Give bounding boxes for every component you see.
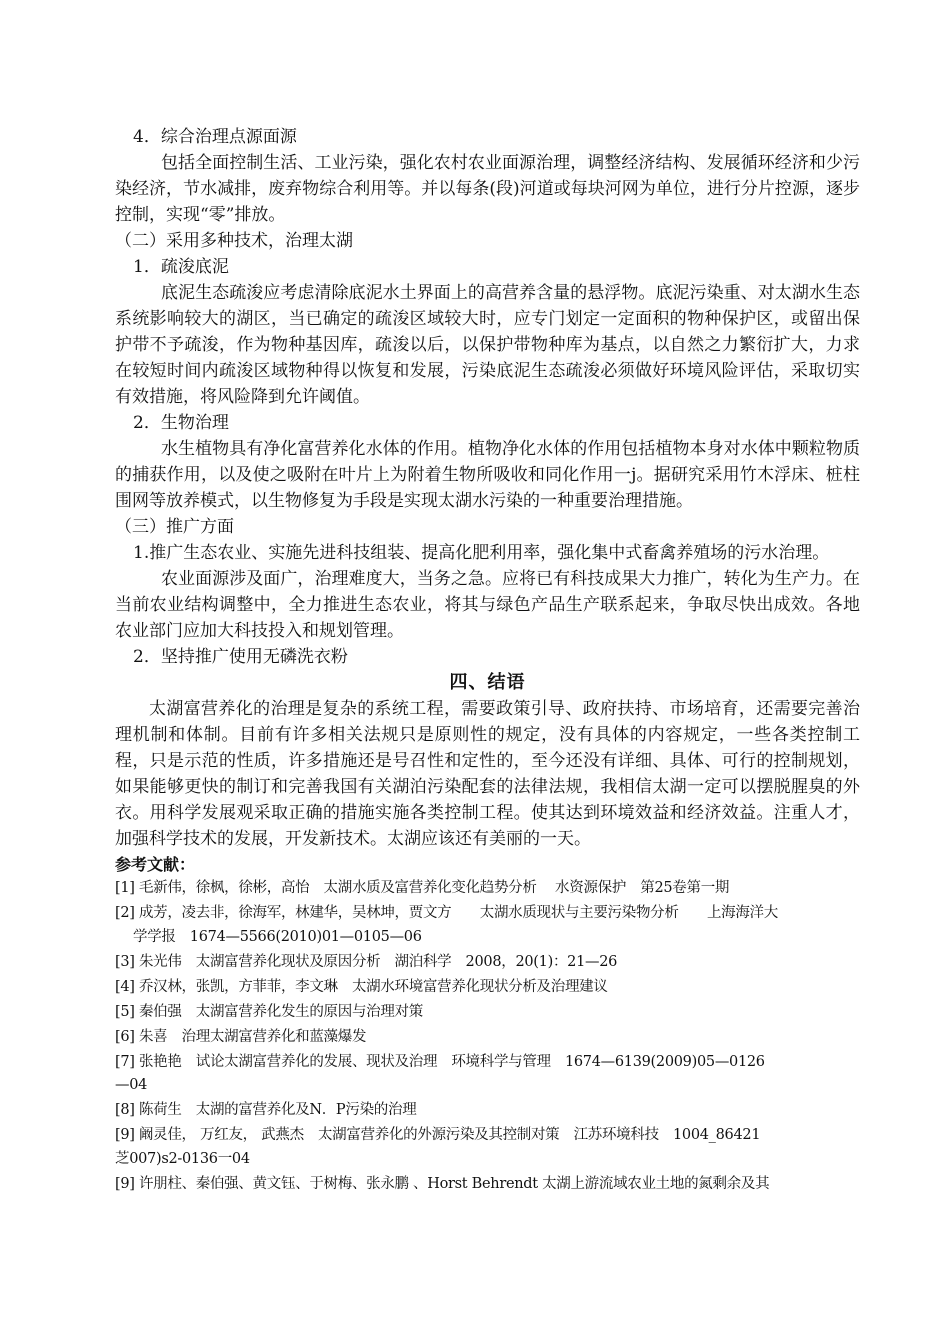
reference-line: [6] 朱喜 治理太湖富营养化和蓝藻爆发 xyxy=(115,1028,367,1045)
section-2-heading: （二）采用多种技术，治理太湖 xyxy=(115,231,353,251)
references-heading: 参考文献： xyxy=(115,855,196,874)
conclusion-heading: 四、结语 xyxy=(449,672,526,693)
reference-line: [4] 乔汉林，张凯，方菲菲，李文琳 太湖水环境富营养化现状分析及治理建议 xyxy=(115,978,608,995)
item4-paragraph-text: 包括全面控制生活、工业污染，强化农村农业面源治理，调整经济结构、发展循环经济和少污染经济，节水减排，废弃物综合利用等。并以每条(段)河道或每块河网为单位，进行分片控源，逐步控制，实现“零”排放。 xyxy=(115,153,860,225)
item2-heading: 2．生物治理 xyxy=(133,413,229,433)
conclusion-paragraph xyxy=(115,696,860,852)
references-list xyxy=(115,877,860,1196)
item1-paragraph xyxy=(115,280,860,410)
conclusion-paragraph-text: 太湖富营养化的治理是复杂的系统工程，需要政策引导、政府扶持、市场培育，还需要完善治理机制和体制。目前有许多相关法规只是原则性的规定，没有具体的内容规定，一些各类控制工程，只是示范的性质，许多措施还是号召性和定性的，至今还没有详细、具体、可行的控制规划，如果能够更快的制订和完善我国有关湖泊污染配套的法律法规，我相信太湖一定可以摆脱腥臭的外衣。用科学发展观采取正确的措施实施各类控制工程。使其达到环境效益和经济效益。注重人才，加强科学技术的发展，开发新技术。太湖应该还有美丽的一天。 xyxy=(115,699,860,849)
reference-line: [3] 朱光伟 太湖富营养化现状及原因分析 湖泊科学 2008，20(1)：21—26 xyxy=(115,953,618,970)
reference-line: [7] 张艳艳 试论太湖富营养化的发展、现状及治理 环境科学与管理 1674—6139(2009)05—0126 xyxy=(115,1053,765,1070)
reference-item xyxy=(115,1099,860,1123)
promotion-2: 2．坚持推广使用无磷洗衣粉 xyxy=(133,647,348,667)
item4-paragraph xyxy=(115,150,860,228)
promotion-1-paragraph-text: 农业面源涉及面广，治理难度大，当务之急。应将已有科技成果大力推广，转化为生产力。在当前农业结构调整中，全力推进生态农业，将其与绿色产品生产联系起来，争取尽快出成效。各地农业部门应加大科技投入和规划管理。 xyxy=(115,569,860,641)
reference-item xyxy=(115,1051,860,1098)
document-page xyxy=(115,124,860,1198)
section-3-heading: （三）推广方面 xyxy=(115,517,234,537)
reference-item xyxy=(115,1173,860,1197)
reference-line: [2] 成芳，凌去非，徐海军，林建华，吴林坤，贾文方 太湖水质现状与主要污染物分析 上海海洋大 xyxy=(115,905,778,921)
reference-item xyxy=(115,1124,860,1171)
item4-heading: 4．综合治理点源面源 xyxy=(133,127,297,147)
reference-continuation: 芝007)s2-0136一04 xyxy=(115,1150,250,1167)
reference-item xyxy=(115,1001,860,1025)
promotion-1-paragraph xyxy=(115,566,860,644)
promotion-1-text: 1.推广生态农业、实施先进科技组装、提高化肥利用率，强化集中式畜禽养殖场的污水治理。 xyxy=(133,543,830,563)
reference-line: [9] 阚灵佳， 万红友， 武燕杰 太湖富营养化的外源污染及其控制对策 江苏环境科技 1004_86421 xyxy=(115,1127,761,1143)
reference-line: [8] 陈荷生 太湖的富营养化及N．P污染的治理 xyxy=(115,1102,417,1118)
reference-item xyxy=(115,902,860,949)
item1-paragraph-text: 底泥生态疏浚应考虑清除底泥水土界面上的高营养含量的悬浮物。底泥污染重、对太湖水生态系统影响较大的湖区，当已确定的疏浚区域较大时，应专门划定一定面积的物种保护区，或留出保护带不予疏浚，作为物种基因库，疏浚以后，以保护带物种库为基点，以自然之力繁衍扩大，力求在较短时间内疏浚区域物种得以恢复和发展，污染底泥生态疏浚必须做好环境风险评估，采取切实有效措施，将风险降到允许阈值。 xyxy=(115,283,860,407)
item2-paragraph xyxy=(115,436,860,514)
reference-line: [1] 毛新伟，徐枫，徐彬，高怡 太湖水质及富营养化变化趋势分析 水资源保护 第25卷第一期 xyxy=(115,880,730,896)
reference-continuation: 学学报 1674—5566(2010)01—0105—06 xyxy=(133,928,422,945)
promotion-1 xyxy=(115,540,860,566)
item1-heading: 1．疏浚底泥 xyxy=(133,257,229,277)
reference-continuation: —04 xyxy=(115,1077,148,1093)
reference-item xyxy=(115,877,860,901)
item2-paragraph-text: 水生植物具有净化富营养化水体的作用。植物净化水体的作用包括植物本身对水体中颗粒物质的捕获作用，以及使之吸附在叶片上为附着生物所吸收和同化作用一j。据研究采用竹木浮床、桩柱围网等放养模式，以生物修复为手段是实现太湖水污染的一种重要治理措施。 xyxy=(115,439,860,511)
reference-line: [5] 秦伯强 太湖富营养化发生的原因与治理对策 xyxy=(115,1003,423,1020)
reference-item xyxy=(115,951,860,975)
reference-item xyxy=(115,976,860,1000)
reference-item xyxy=(115,1026,860,1050)
reference-line: [9] 许朋柱、秦伯强、黄文钰、于树梅、张永鹏 、Horst Behrendt 太湖上游流域农业土地的氮剩余及其 xyxy=(115,1175,770,1192)
